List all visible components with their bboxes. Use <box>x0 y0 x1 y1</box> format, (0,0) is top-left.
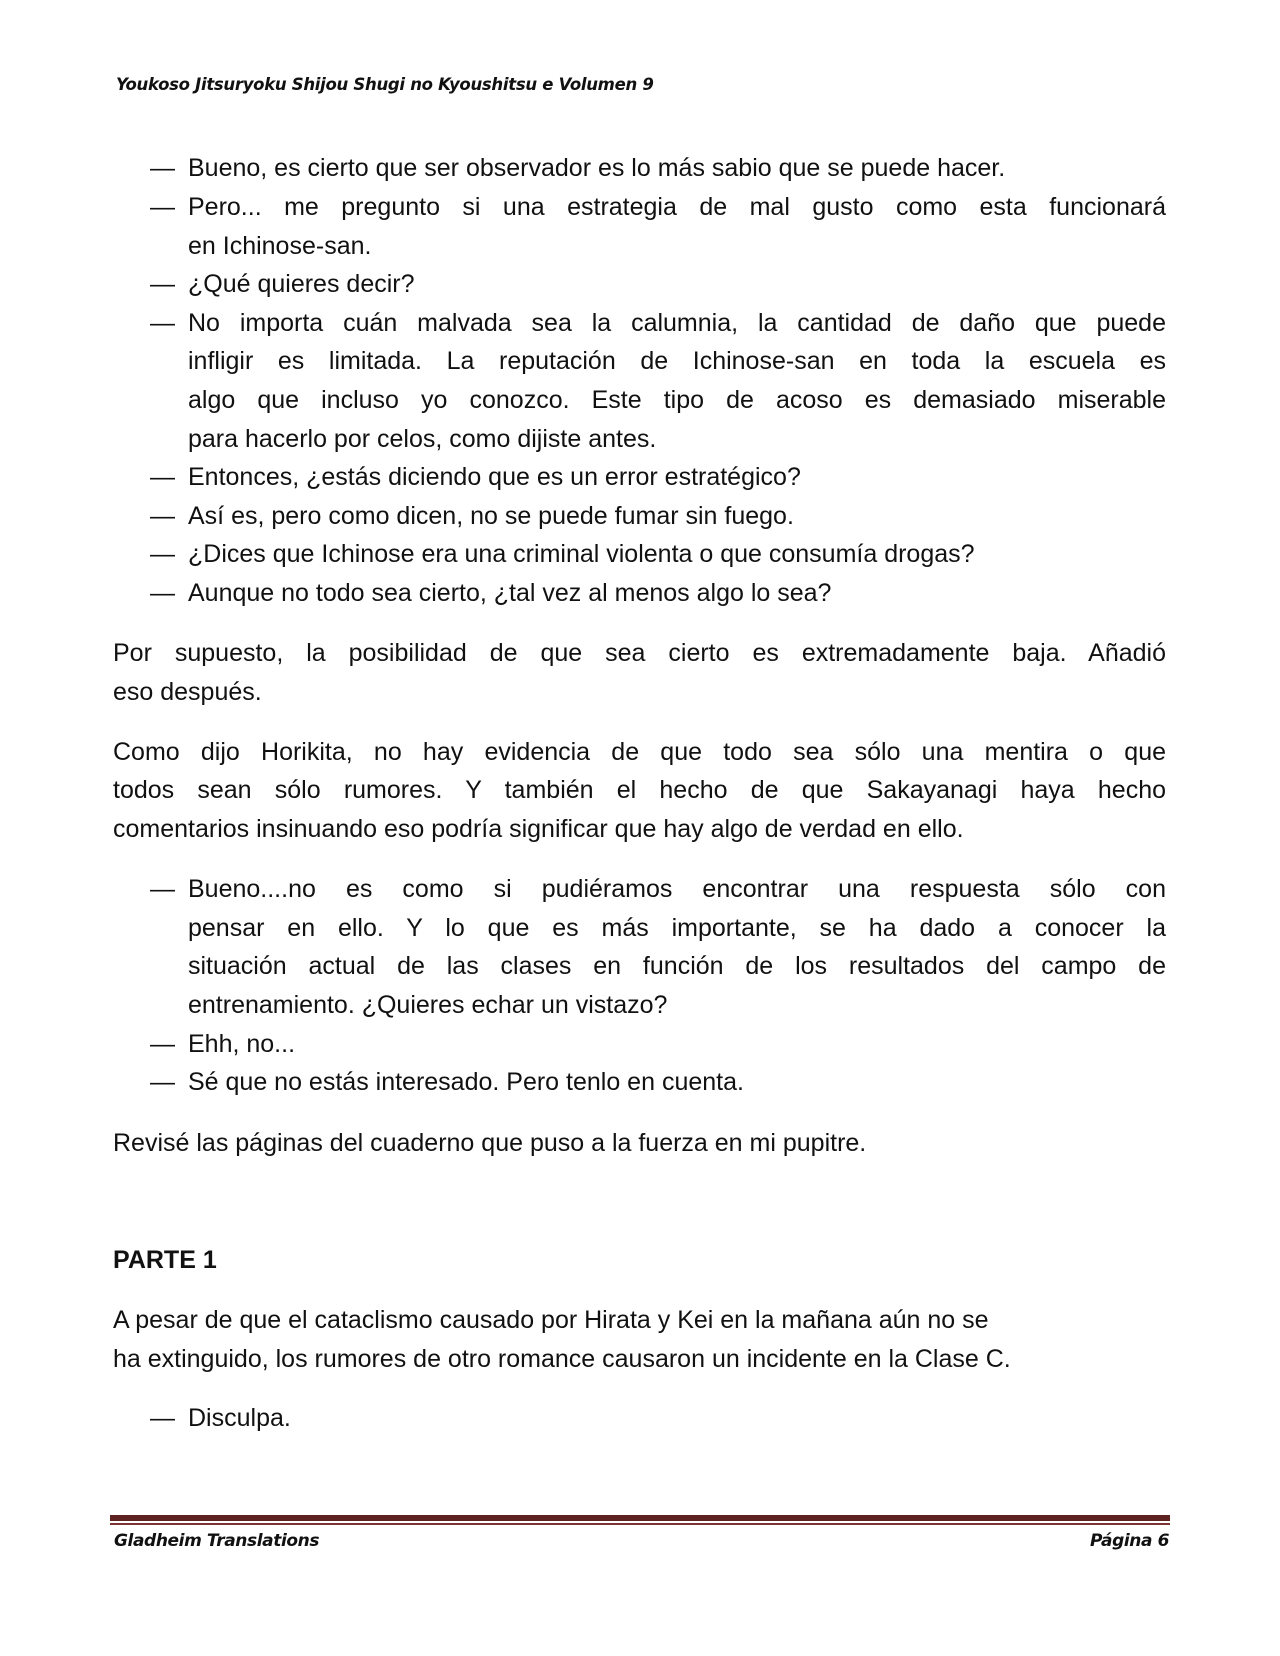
dialogue-line <box>113 304 1166 342</box>
em-dash: — <box>150 502 175 530</box>
em-dash: — <box>150 540 175 568</box>
dialogue-text: Entonces, ¿estás diciendo que es un error estratégico? <box>188 463 801 491</box>
dialogue-text: infligir es limitada. La reputación de Ichinose-san en toda la escuela es <box>188 347 1166 375</box>
dialogue-line <box>113 265 1166 303</box>
dialogue-line <box>113 497 1166 535</box>
dialogue-text: en Ichinose-san. <box>188 232 372 260</box>
footer-rule <box>110 1515 1170 1521</box>
dialogue-line-continuation <box>113 986 1166 1024</box>
footer-page-number: Página 6 <box>1090 1531 1169 1551</box>
dialogue-text: Disculpa. <box>188 1404 291 1432</box>
dialogue-text: Bueno....no es como si pudiéramos encontrar una respuesta sólo con <box>188 875 1166 903</box>
paragraph-line: eso después. <box>113 678 262 706</box>
dialogue-line <box>113 458 1166 496</box>
dialogue-line-continuation <box>113 381 1166 419</box>
dialogue-text: Aunque no todo sea cierto, ¿tal vez al menos algo lo sea? <box>188 579 832 607</box>
footer-rule-thin <box>110 1523 1170 1525</box>
dialogue-text: ¿Dices que Ichinose era una criminal violenta o que consumía drogas? <box>188 540 975 568</box>
dialogue-text: ¿Qué quieres decir? <box>188 270 415 298</box>
running-header-title: Youkoso Jitsuryoku Shijou Shugi no Kyoushitsu e Volumen 9 <box>116 75 654 94</box>
dialogue-line <box>113 574 1166 612</box>
paragraph-3: Revisé las páginas del cuaderno que puso a la fuerza en mi pupitre. <box>113 1129 867 1157</box>
em-dash: — <box>150 1030 175 1058</box>
dialogue-line <box>113 1399 1166 1437</box>
dialogue-text: entrenamiento. ¿Quieres echar un vistazo? <box>188 991 668 1019</box>
paragraph-line: Por supuesto, la posibilidad de que sea cierto es extremadamente baja. Añadió <box>113 639 1166 667</box>
dialogue-text: algo que incluso yo conozco. Este tipo de acoso es demasiado miserable <box>188 386 1166 414</box>
dialogue-text: Sé que no estás interesado. Pero tenlo en cuenta. <box>188 1068 744 1096</box>
dialogue-line-continuation <box>113 420 1166 458</box>
section-heading: PARTE 1 <box>113 1246 217 1274</box>
dialogue-text: situación actual de las clases en función de los resultados del campo de <box>188 952 1166 980</box>
dialogue-text: Así es, pero como dicen, no se puede fumar sin fuego. <box>188 502 794 530</box>
em-dash: — <box>150 154 175 182</box>
em-dash: — <box>150 463 175 491</box>
em-dash: — <box>150 875 175 903</box>
em-dash: — <box>150 309 175 337</box>
dialogue-text: Bueno, es cierto que ser observador es lo más sabio que se puede hacer. <box>188 154 1006 182</box>
paragraph-line: Como dijo Horikita, no hay evidencia de que todo sea sólo una mentira o que <box>113 738 1166 766</box>
dialogue-line <box>113 188 1166 226</box>
em-dash: — <box>150 1068 175 1096</box>
dialogue-line <box>113 149 1166 187</box>
dialogue-text: para hacerlo por celos, como dijiste antes. <box>188 425 657 453</box>
dialogue-line <box>113 535 1166 573</box>
paragraph-line: todos sean sólo rumores. Y también el hecho de que Sakayanagi haya hecho <box>113 776 1166 804</box>
em-dash: — <box>150 270 175 298</box>
dialogue-line <box>113 1025 1166 1063</box>
dialogue-line-continuation <box>113 227 1166 265</box>
em-dash: — <box>150 193 175 221</box>
dialogue-line-continuation <box>113 947 1166 985</box>
paragraph-line: comentarios insinuando eso podría significar que hay algo de verdad en ello. <box>113 815 964 843</box>
dialogue-text: No importa cuán malvada sea la calumnia, la cantidad de daño que puede <box>188 309 1166 337</box>
dialogue-line-continuation <box>113 342 1166 380</box>
em-dash: — <box>150 1404 175 1432</box>
em-dash: — <box>150 579 175 607</box>
dialogue-line-continuation <box>113 909 1166 947</box>
dialogue-line <box>113 1063 1166 1101</box>
footer-translator-credit: Gladheim Translations <box>114 1531 320 1551</box>
paragraph-line: ha extinguido, los rumores de otro romance causaron un incidente en la Clase C. <box>113 1345 1011 1373</box>
dialogue-line <box>113 870 1166 908</box>
dialogue-text: Pero... me pregunto si una estrategia de mal gusto como esta funcionará <box>188 193 1166 221</box>
paragraph-line: A pesar de que el cataclismo causado por Hirata y Kei en la mañana aún no se <box>113 1306 989 1334</box>
dialogue-text: pensar en ello. Y lo que es más importante, se ha dado a conocer la <box>188 914 1166 942</box>
dialogue-text: Ehh, no... <box>188 1030 296 1058</box>
